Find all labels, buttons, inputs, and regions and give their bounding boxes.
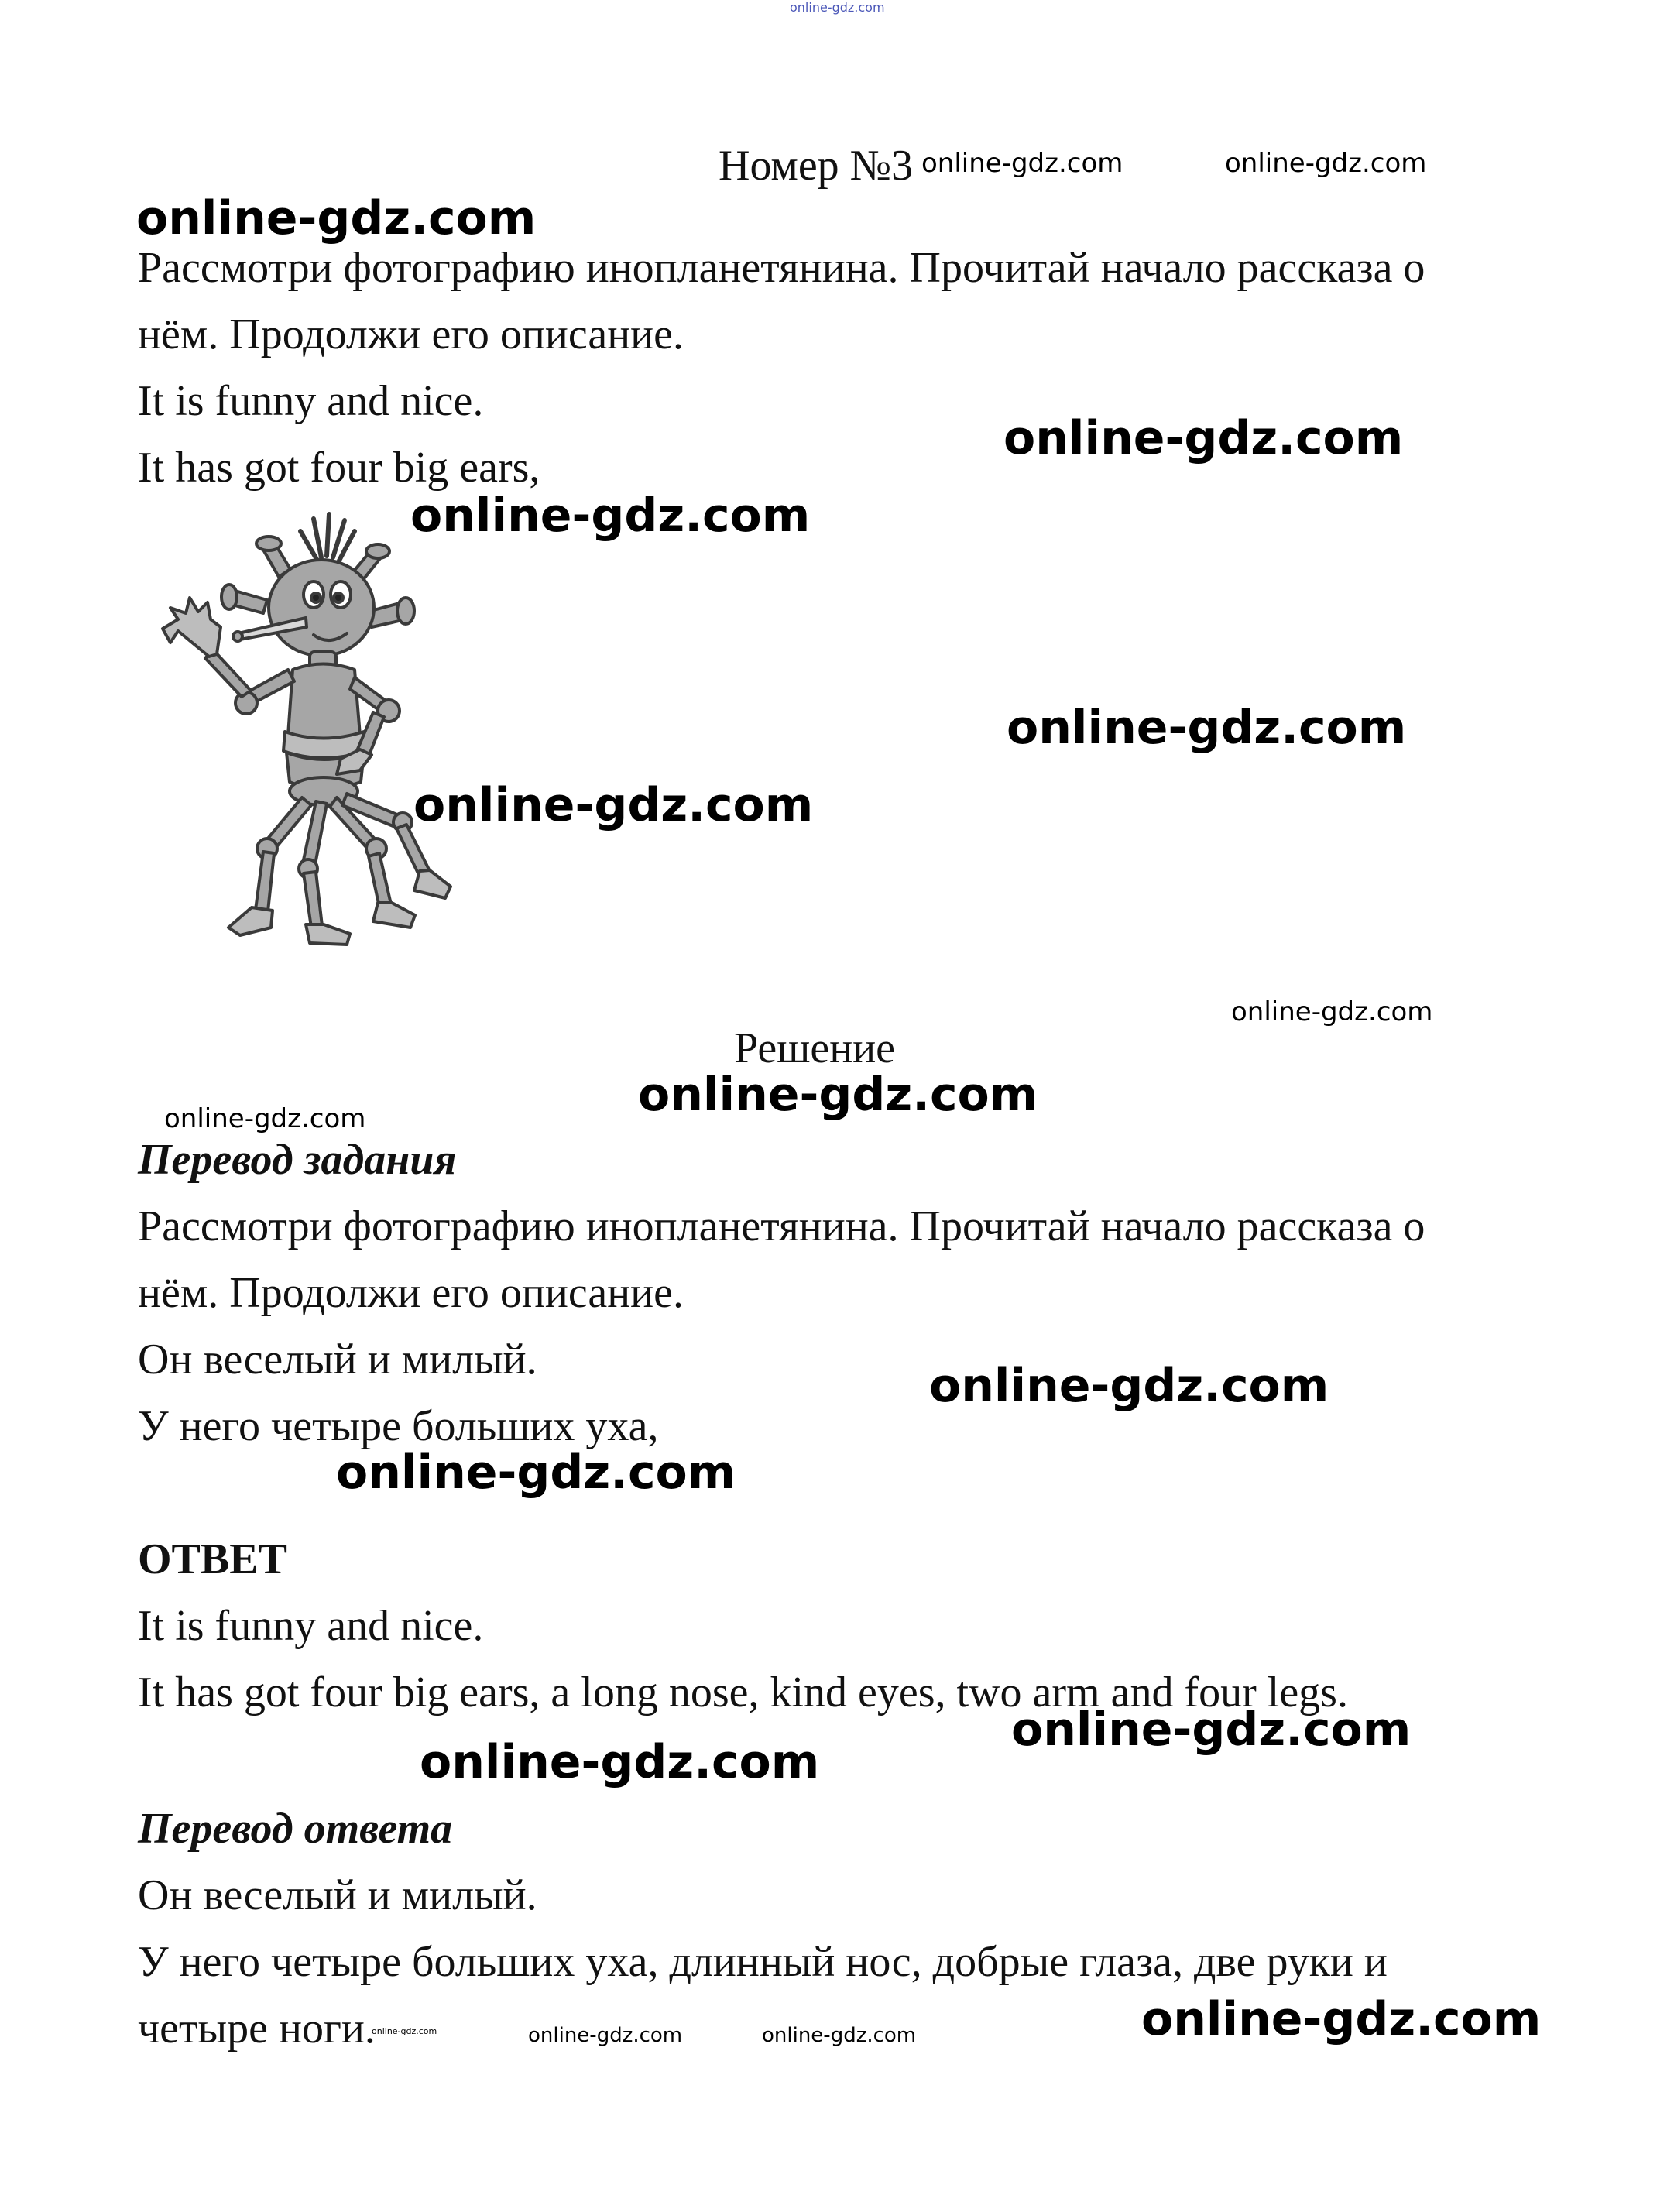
watermark: online-gdz.com bbox=[762, 2024, 917, 2047]
watermark: online-gdz.com bbox=[1225, 148, 1427, 179]
watermark: online-gdz.com bbox=[638, 1068, 1038, 1122]
watermark: online-gdz.com bbox=[1141, 1992, 1542, 2046]
watermark: online-gdz.com bbox=[929, 1359, 1329, 1413]
watermark: online-gdz.com bbox=[921, 148, 1123, 179]
translation-line-4: У него четыре больших уха, bbox=[138, 1402, 659, 1450]
watermark: online-gdz.com bbox=[1003, 411, 1404, 465]
translation-line-3: Он веселый и милый. bbox=[138, 1336, 537, 1384]
answer-line-1: It is funny and nice. bbox=[138, 1602, 484, 1650]
page-title: Номер №3 bbox=[719, 142, 914, 190]
translation-line-1: Рассмотри фотографию инопланетянина. Прочитай начало рассказа о bbox=[138, 1202, 1425, 1250]
watermark: online-gdz.com bbox=[372, 2026, 437, 2036]
translation-heading: Перевод задания bbox=[138, 1136, 457, 1184]
watermark: online-gdz.com bbox=[410, 489, 811, 543]
watermark: online-gdz.com bbox=[1011, 1703, 1412, 1757]
watermark: online-gdz.com bbox=[528, 2024, 683, 2047]
watermark: online-gdz.com bbox=[413, 778, 814, 832]
answer-line-2: It has got four big ears, a long nose, kind eyes, two arm and four legs. bbox=[138, 1668, 1348, 1716]
task-line-4: It has got four big ears, bbox=[138, 444, 540, 492]
watermark: online-gdz.com bbox=[164, 1103, 366, 1134]
solution-heading: Решение bbox=[734, 1024, 896, 1072]
watermark: online-gdz.com bbox=[136, 191, 537, 245]
watermark: online-gdz.com bbox=[1231, 996, 1433, 1027]
translation-line-2: нём. Продолжи его описание. bbox=[138, 1269, 684, 1317]
answer-heading: ОТВЕТ bbox=[138, 1535, 287, 1583]
watermark: online-gdz.com bbox=[1007, 701, 1407, 755]
task-line-1: Рассмотри фотографию инопланетянина. Прочитай начало рассказа о bbox=[138, 244, 1425, 292]
answer-translation-heading: Перевод ответа bbox=[138, 1805, 453, 1853]
task-line-3: It is funny and nice. bbox=[138, 377, 484, 425]
watermark: online-gdz.com bbox=[336, 1446, 736, 1500]
task-line-2: нём. Продолжи его описание. bbox=[138, 310, 684, 358]
watermark: online-gdz.com bbox=[790, 0, 885, 15]
answer-translation-line-2: У него четыре больших уха, длинный нос, добрые глаза, две руки и bbox=[138, 1938, 1388, 1986]
watermark: online-gdz.com bbox=[420, 1735, 820, 1789]
alien-robot-illustration bbox=[147, 503, 457, 952]
answer-translation-line-1: Он веселый и милый. bbox=[138, 1871, 537, 1919]
answer-translation-line-3: четыре ноги. bbox=[138, 2005, 376, 2053]
